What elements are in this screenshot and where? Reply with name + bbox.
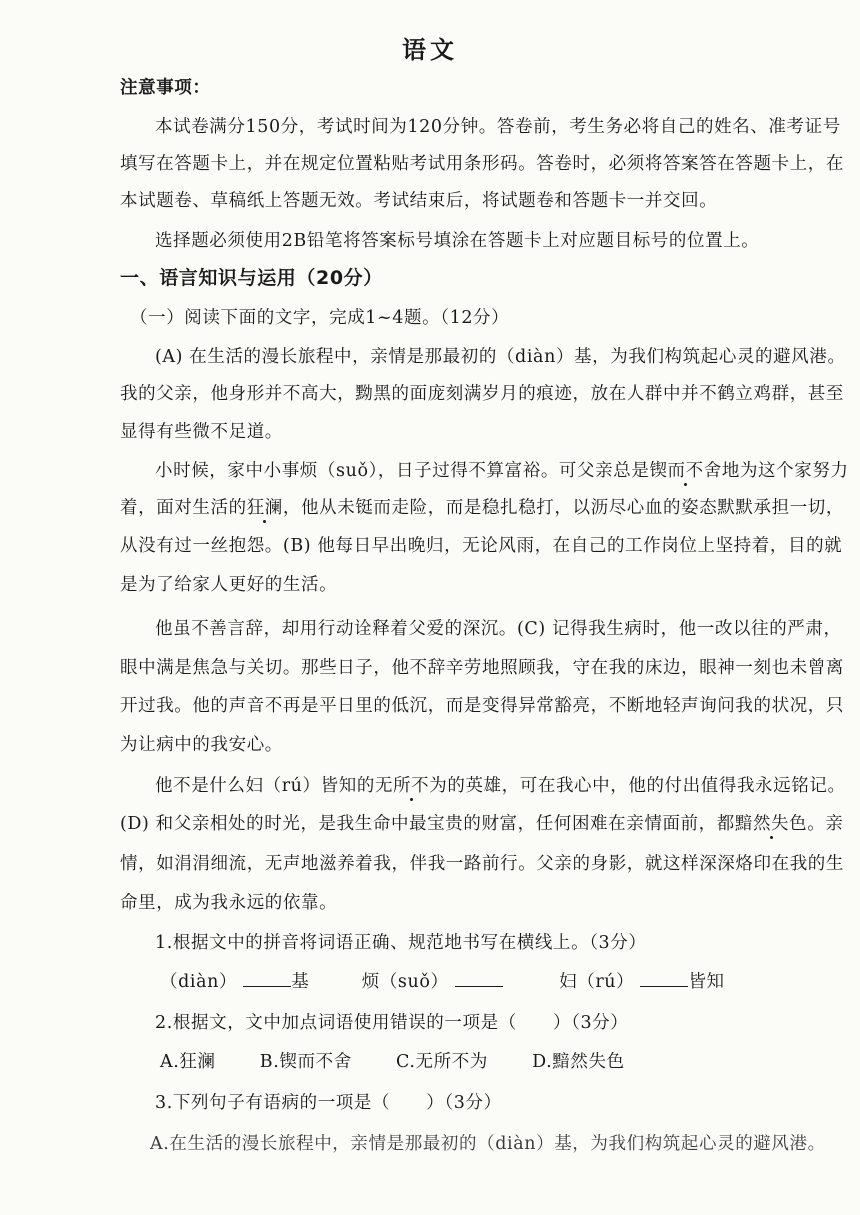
passage-p2-line-4: 是为了给家人更好的生活。 — [120, 575, 338, 595]
passage-p4-line-3: 情，如涓涓细流，无声地滋养着我，伴我一路前行。父亲的身影，就这样深深烙印在我的生 — [120, 854, 844, 874]
text: 。亲 — [807, 814, 844, 834]
text: ，他从未铤而走险，而是稳扎稳打，以沥尽心血的姿态默默承担一切， — [282, 498, 845, 518]
dotted-word: 锲而不舍 — [649, 461, 722, 481]
passage-p3-line-4: 为让病中的我安心。 — [120, 735, 283, 755]
passage-p4-line-4: 命里，成为我永远的依靠。 — [120, 893, 338, 913]
passage-p1-line-2: 我的父亲，他身形并不高大，黝黑的面庞刻满岁月的痕迹，放在人群中并不鹤立鸡群，甚至 — [120, 384, 844, 404]
passage-p4-line-1 — [155, 774, 846, 798]
option-a[interactable]: A.狂澜 — [160, 1052, 216, 1072]
q1-a-pinyin: （diàn） — [160, 972, 238, 992]
notice-line-3: 本试题卷、草稿纸上答题无效。考试结束后，将试题卷和答题卡一并交回。 — [120, 191, 718, 211]
passage-p2-line-3: 从没有过一丝抱怨。(B) 他每日早出晚归，无论风雨，在自己的工作岗位上坚持着，目的就 — [120, 536, 843, 556]
question-3-stem: 3.下列句子有语病的一项是（ ）（3分） — [155, 1093, 502, 1113]
text: 的英雄，可在我心中，他的付出值得我永远铭记。 — [447, 776, 846, 796]
question-2-options — [160, 1050, 780, 1074]
section-heading: 一、语言知识与运用（20分） — [120, 267, 383, 289]
option-d[interactable]: D.黯然失色 — [532, 1052, 625, 1072]
text: 小时候，家中小事烦（suǒ），日子过得不算富裕。可父亲总是 — [155, 461, 650, 481]
passage-p2-line-2 — [120, 496, 845, 520]
question-2-stem: 2.根据文，文中加点词语使用错误的一项是（ ）（3分） — [155, 1013, 629, 1033]
passage-p4-line-2 — [120, 812, 844, 836]
notice-line-4: 选择题必须使用2B铅笔将答案标号填涂在答题卡上对应题目标号的位置上。 — [155, 231, 760, 251]
notice-line-1: 本试卷满分150分，考试时间为120分钟。答卷前，考生务必将自己的姓名、准考证号 — [155, 117, 841, 137]
option-b[interactable]: B.锲而不舍 — [259, 1052, 352, 1072]
dotted-word: 无所不为 — [374, 776, 448, 796]
page-title: 语文 — [402, 36, 458, 64]
notice-line-2: 填写在答题卡上，并在规定位置粘贴考试用条形码。答卷时，必须将答案答在答题卡上，在 — [120, 154, 844, 174]
text: 着，面对生活的 — [120, 498, 247, 518]
part-heading: （一）阅读下面的文字，完成1~4题。（12分） — [130, 308, 510, 328]
q1-b-pinyin: 烦（suǒ） — [361, 972, 449, 992]
answer-blank[interactable] — [640, 970, 688, 987]
question-1-stem: 1.根据文中的拼音将词语正确、规范地书写在横线上。（3分） — [155, 933, 647, 953]
option-c[interactable]: C.无所不为 — [395, 1052, 488, 1072]
dotted-word: 黯然失色 — [734, 814, 808, 834]
dotted-word: 狂澜 — [246, 498, 283, 518]
passage-p2-line-1 — [155, 459, 849, 483]
notice-heading: 注意事项： — [120, 78, 211, 98]
text: (D) 和父亲相处的时光，是我生命中最宝贵的财富，任何困难在亲情面前，都 — [120, 814, 735, 834]
passage-p3-line-3: 开过我。他的声音不再是平日里的低沉，而是变得异常豁亮，不断地轻声询问我的状况，只 — [120, 696, 844, 716]
answer-blank[interactable] — [455, 970, 503, 987]
answer-blank[interactable] — [243, 970, 291, 987]
text: 他不是什么妇（rú）皆知的 — [155, 776, 375, 796]
passage-p1-line-3: 显得有些微不足道。 — [120, 422, 283, 442]
q1-a-suffix: 基 — [291, 972, 310, 992]
question-1-blanks — [160, 970, 780, 994]
q1-c-pinyin: 妇（rú） — [559, 972, 635, 992]
passage-p3-line-2: 眼中满是焦急与关切。那些日子，他不辞辛劳地照顾我，守在我的床边，眼神一刻也未曾离 — [120, 658, 844, 678]
q1-c-suffix: 皆知 — [688, 972, 725, 992]
text: 地为这个家努力 — [721, 461, 849, 481]
passage-p3-line-1: 他虽不善言辞，却用行动诠释着父爱的深沉。(C) 记得我生病时，他一改以往的严肃， — [155, 619, 842, 639]
passage-p1-line-1: (A) 在生活的漫长旅程中，亲情是那最初的（diàn）基，为我们构筑起心灵的避风港。 — [155, 347, 846, 367]
question-3-option-a[interactable]: A.在生活的漫长旅程中，亲情是那最初的（diàn）基，为我们构筑起心灵的避风港。 — [150, 1134, 826, 1154]
